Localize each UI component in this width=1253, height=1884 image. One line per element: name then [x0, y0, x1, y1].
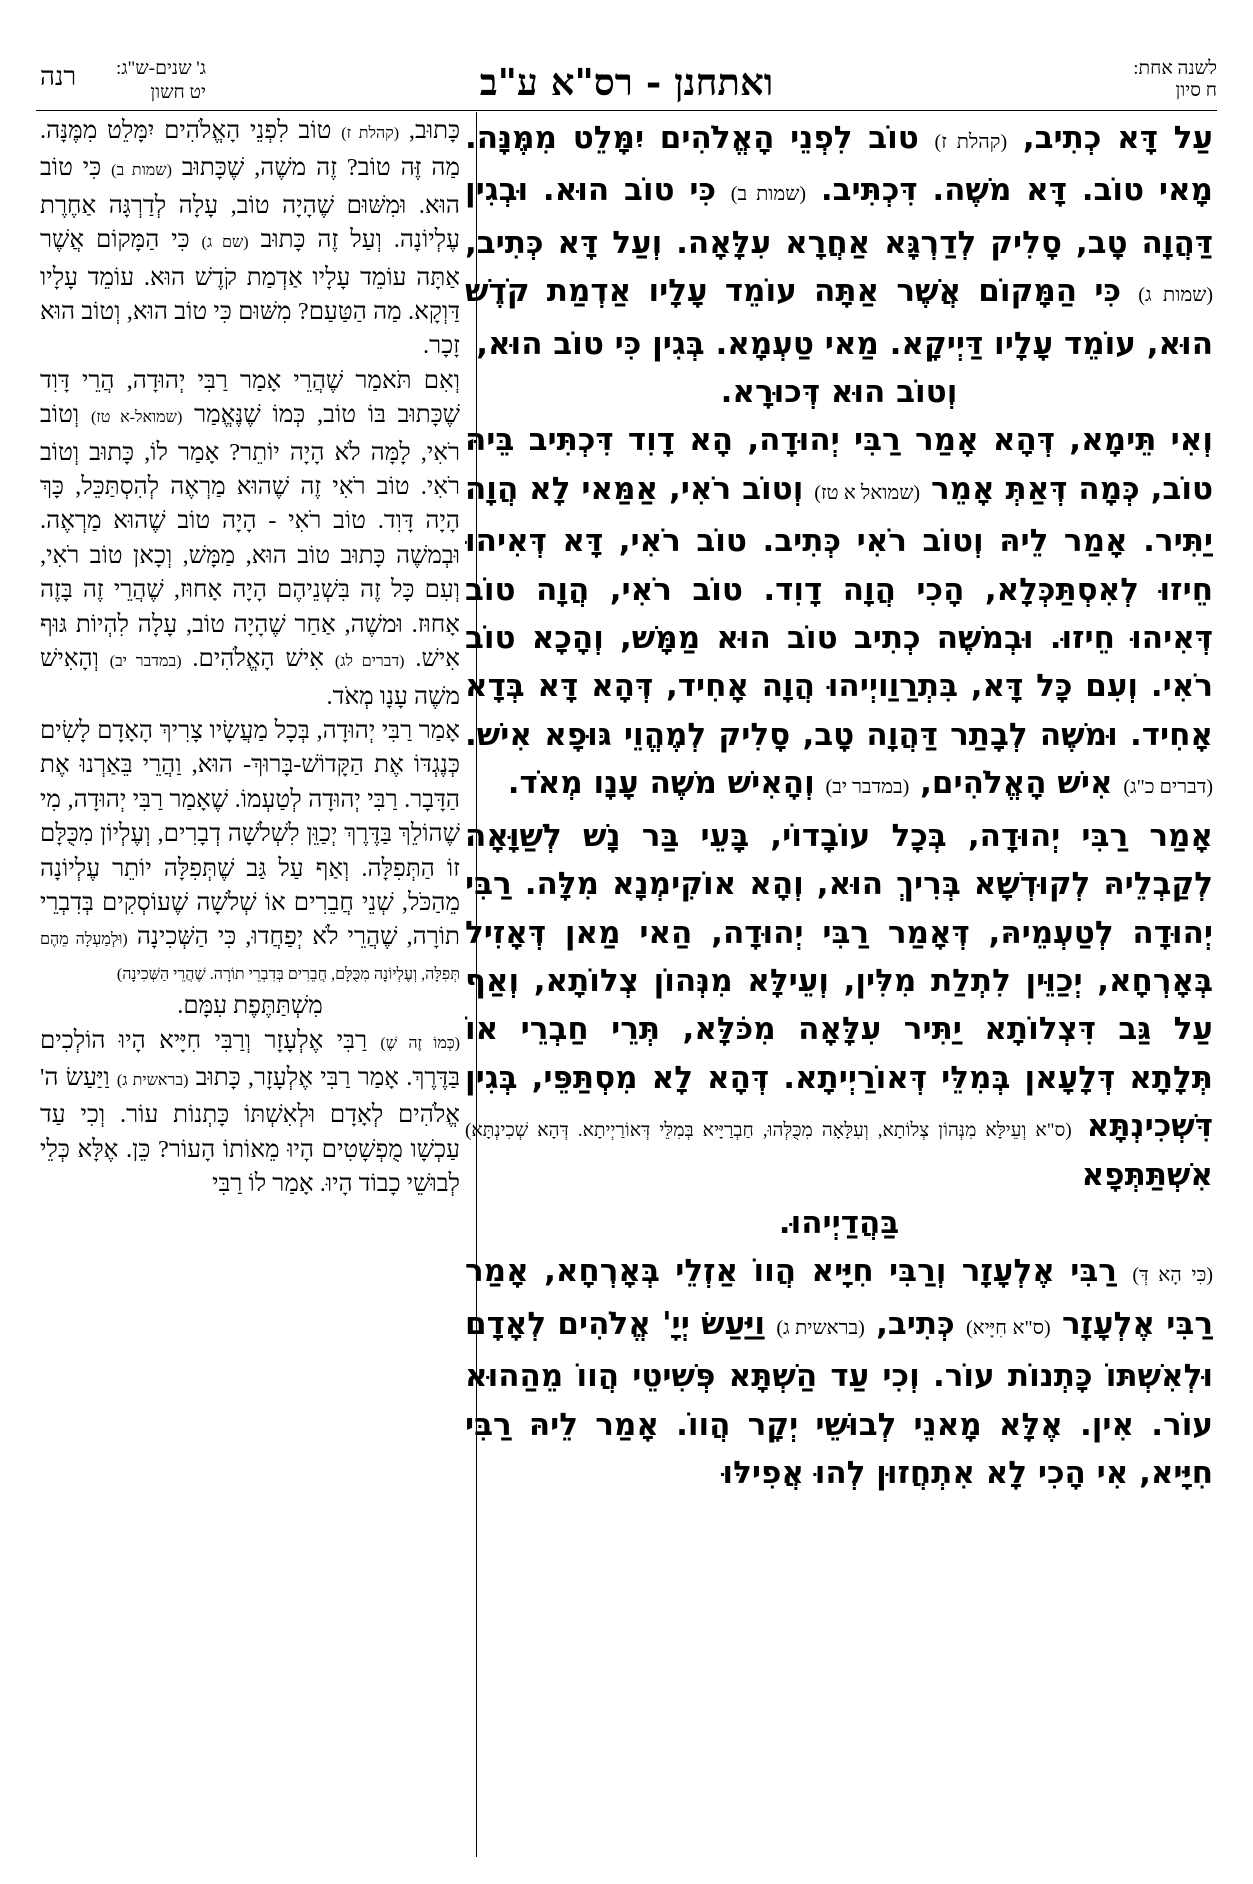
text-segment: מִשְׁתַּתֶּפֶת עִמָּם. — [177, 992, 323, 1020]
citation: (במדבר יב) — [825, 776, 910, 799]
translation-paragraph — [40, 114, 460, 364]
text-segment: וְהָאִישׁ משֶׁה עָנָו מְאֹד. — [507, 765, 815, 802]
schedule-date: ח סיון — [1175, 80, 1217, 101]
main-paragraph-end-line — [465, 1199, 1213, 1247]
text-segment: בַּהֲדַיְיהוּ. — [778, 1204, 900, 1241]
variant-note: (ס"א וְעֵילָּא מִנְּהוֹן צְלוֹתָא, וְעִלָּאָה מִכֻּלְּהוּ, חַבְרַיָּיא בְּמִלֵּי דְּאוֹרַיְיתָא. דְּהָא שְׁכִינְתָּא) — [465, 1120, 1072, 1142]
text-segment: אִשְׁתַּתְּפָא — [1081, 1156, 1213, 1193]
main-paragraph — [465, 1247, 1213, 1497]
text-segment: עַל דָּא כְתִיב, — [1022, 120, 1213, 156]
text-segment: כִּי טוֹב הוּא. וּבְגִין דַּהֲוָה טָב, סָלִיק לְדַרְגָּא אַחֲרָא עִלָּאָה. וְעַל דָּא כְּתִיב, — [465, 172, 1213, 261]
text-segment: וְאִם תֹּאמַר שֶׁהֲרֵי אָמַר רַבִּי יְהוּדָה, הֲרֵי דָּוִד שֶׁכָּתוּב בּוֹ טוֹב, כְּמוֹ שֶׁנֶּאֱמַר — [40, 366, 460, 429]
main-paragraph — [465, 812, 1213, 1199]
citation: (שמות ב) — [730, 183, 807, 206]
page-title: ואתחנן - רס"א ע"ב — [479, 60, 774, 104]
main-paragraph-end-line — [465, 368, 1213, 416]
text-segment: אָמַר רַבִּי יְהוּדָה, בְּכָל עוֹבָדוֹי, בָּעֵי בַּר נָשׁ לְשַׁוָּאָה לְקַבְלֵיהּ לְקוּדְשָׁא בְּרִיךְ הוּא, וְהָא אוֹקִימְנָא מִלָּה. רַבִּי יְהוּדָה לְטַעְמֵיהּ, דְּאָמַר רַבִּי יְהוּדָה, הַאי מַאן דְּאָזִיל בְּאָרְחָא, יְכַוֵּין לִתְלַת מִלִּין, וְעֵילָּא מִנְּהוֹן צְלוֹתָא, וְאַף עַל גַּב דִּצְלוֹתָא יַתִּיר עִלָּאָה מִכֹּלָּא, תְּרֵי חַבְרֵי אוֹ תְּלָתָא דְּלָעָאן בְּמִלֵּי דְּאוֹרַיְיתָא. דְּהָא לָא מִסְתַּפֵּי, בְּגִין דִּשְׁכִינְתָּא — [465, 817, 1213, 1145]
translation-paragraph — [40, 1024, 460, 1202]
main-paragraph — [465, 114, 1213, 368]
text-segment: כָּתוּב, — [408, 117, 460, 144]
text-segment: וַיַּעַשׂ יְיָ' אֱלֹהִים לְאָדָם וּלְאִשְׁתּוֹ כָּתְנוֹת עוֹר. וְכִי עַד הַשְׁתָּא פְּשִׁיטֵי הֲווֹ מֵהַהוּא עוֹר. אִין. אֶלָּא מָאנֵי לְבוּשֵׁי יְקָר הֲווֹ. אָמַר לֵיהּ רַבִּי חִיָּיא, אִי הָכִי לָא אִתְחֲזוּן לְהוּ אֲפִילּוּ — [465, 1305, 1213, 1491]
variant-note: (וּלְמַעְלָה מֵהֶם תְּפִלָּה, וְעֶלְיוֹנָה מִכֻּלָּם, חֲבֵרִים בְּדִבְרֵי תוֹרָה. שֶׁהֲרֵי הַשְּׁכִינָה) — [40, 931, 460, 983]
text-segment: וְהָאִישׁ משֶׁה עָנָו מְאֹד. — [40, 645, 460, 710]
text-segment: אָמַר רַבִּי יְהוּדָה, בְּכָל מַעֲשָׂיו צָרִיךְ הָאָדָם לָשִׂים כְּנֶגְדּוֹ אֶת הַקָּדוֹשׁ-בָּרוּךְ- הוּא, וַהֲרֵי בֵּאַרְנוּ אֶת הַדָּבָר. רַבִּי יְהוּדָה לְטַעְמוֹ. שֶׁאָמַר רַבִּי יְהוּדָה, מִי שֶׁהוֹלֵךְ בַּדֶּרֶךְ יְכַוֵּן לִשְׁלֹשָׁה דְבָרִים, וְעֶלְיוֹן מִכֻּלָּם זוֹ הַתְּפִלָּה. וְאַף עַל גַּב שֶׁתְּפִלָּה יוֹתֵר עֶלְיוֹנָה מֵהַכֹּל, שְׁנֵי חֲבֵרִים אוֹ שְׁלֹשָׁה שֶׁעוֹסְקִים בְּדִבְרֵי תוֹרָה, שֶׁהֲרֵי לֹא יְפַחֲדוּ, כִּי הַשְּׁכִינָה — [40, 716, 460, 951]
citation: (כִּי הָא דְּ) — [1132, 1264, 1213, 1287]
citation: (שמות ג) — [1138, 284, 1213, 307]
schedule-tag: לשנה אחת: — [1133, 58, 1217, 79]
translation-paragraph — [40, 714, 460, 989]
translation-column — [40, 114, 460, 1854]
text-segment: כְּתִיב, — [876, 1305, 955, 1342]
citation: (שמות ב) — [111, 162, 172, 180]
citation: (דברים כ"ג) — [1123, 776, 1213, 799]
citation: (שמואל-א טז) — [90, 409, 183, 427]
citation: (קהלת ז) — [934, 131, 1008, 153]
text-segment: וְטוֹב רֹאִי, אַמַּאי לָא הֲוָה יַתִּיר. אָמַר לֵיהּ וְטוֹב רֹאִי כְּתִיב. טוֹב רֹאִי, דָּא דְּאִיהוּ חֵיזוּ לְאִסְתַּכְּלָא, הָכִי הֲוָה דָוִד. טוֹב רֹאִי, הֲוָה טוֹב דְּאִיהוּ חֵיזוּ. וּבְמשֶׁה כְתִיב טוֹב הוּא מַמָּשׁ, וְהָכָא טוֹב רֹאִי. וְעִם כָּל דָּא, בִּתְרַוַויְיהוּ הֲוָה אָחִיד, דְּהָא דָּא בְּדָא אָחִיד. וּמשֶׁה לְבָתַר דַּהֲוָה טָב, סָלִיק לְמֶהֱוֵי גּוּפָא אִישׁ. — [465, 470, 1213, 753]
translation-paragraph — [40, 364, 460, 714]
text-segment: כִּי הַמָּקוֹם אֲשֶׁר אַתָּה עוֹמֵד עָלָיו אַדְמַת קֹדֶשׁ הוּא, עוֹמֵד עָלָיו דַּיְיקָא. מַאי טַעְמָא. בְּגִין כִּי טוֹב הוּא, — [465, 273, 1213, 362]
main-paragraph — [465, 416, 1213, 811]
citation: (במדבר יב) — [109, 653, 182, 671]
text-segment: וְטוֹב הוּא דְּכוּרָא. — [720, 374, 958, 411]
citation: (ס"א חִיָּיא) — [965, 1316, 1051, 1339]
citation: (דברים לג) — [334, 653, 405, 671]
text-segment: רַבִּי אֶלְעָזָר וְרַבִּי חִיָּיא הָיוּ הוֹלְכִים בַּדֶּרֶךְ. אָמַר רַבִּי אֶלְעָזָר, כָּתוּב — [40, 1026, 460, 1091]
citation: (כְּמוֹ זֶה שֶׁ) — [380, 1034, 460, 1052]
text-segment: אִישׁ הָאֱלֹהִים, — [920, 765, 1113, 802]
citation: (בראשית ג) — [116, 1071, 189, 1089]
citation: (שם ג) — [201, 234, 249, 252]
schedule-tag: ג' שנים-ש"ג: — [116, 58, 206, 79]
text-segment: רַבִּי אֶלְעָזָר וְרַבִּי חִיָּיא הֲווֹ אַזְלֵי בְּאָרְחָא, אָמַר רַבִּי אֶלְעָזָר — [465, 1253, 1213, 1342]
text-segment: כִּי הַמָּקוֹם אֲשֶׁר אַתָּה עוֹמֵד עָלָיו אַדְמַת קֹדֶשׁ הוּא. עוֹמֵד עָלָיו דַּוְקָא. מַה הַטַּעַם? מִשּׁוּם כִּי טוֹב הוּא, וְטוֹב הוּא זָכָר. — [40, 226, 460, 360]
citation: (שמואל א טז) — [814, 481, 921, 504]
page-number: רנה — [40, 62, 77, 91]
text-segment: טוֹב לִפְנֵי הָאֱלֹהִים יִמָּלֵט מִמֶּנָּה. מַה זֶּה טוֹב? זֶה משֶׁה, שֶׁכָּתוּב — [40, 117, 460, 182]
text-segment: וַיַּעַשׂ ה' אֱלֹהִים לְאָדָם וּלְאִשְׁתּוֹ כָּתְנוֹת עוֹר. וְכִי עַד עַכְשָׁו מֻפְשָׁטִים הָיוּ מֵאוֹתוֹ הָעוֹר? כֵּן. אֶלָּא כְּלֵי לְבוּשֵׁי כָבוֹד הָיוּ. אָמַר לוֹ רַבִּי — [40, 1063, 460, 1198]
text-segment: טוֹב לִפְנֵי הָאֱלֹהִים יִמָּלֵט מִמֶּנָּה. מָאי טוֹב. דָּא משֶׁה. דִּכְתִּיב. — [465, 120, 1213, 209]
schedule-date: יט חשון — [150, 82, 206, 103]
text-segment: וְטוֹב רֹאִי, לָמָּה לֹא הָיָה יוֹתֵר? אָמַר לוֹ, כָּתוּב וְטוֹב רֹאִי. טוֹב רֹאִי זֶה שֶׁהוּא מַרְאֶה לְהִסְתַּכֵּל, כָּךְ הָיָה דָּוִד. טוֹב רֹאִי - הָיָה טוֹב שֶׁהוּא מַרְאֶה. וּבְמשֶׁה כָּתוּב טוֹב הוּא, מַמָּשׁ, וְכָאן טוֹב רֹאִי, וְעִם כָּל זֶה בִּשְׁנֵיהֶם הָיָה אָחוּז, שֶׁהֲרֵי זֶה בָּזֶה אָחוּז. וּמשֶׁה, אַחַר שֶׁהָיָה טוֹב, עָלָה לִהְיוֹת גּוּף אִישׁ. — [40, 401, 460, 673]
main-text-column — [465, 114, 1213, 1854]
text-segment: כִּי טוֹב הוּא. וּמִשּׁוּם שֶׁהָיָה טוֹב, עָלָה לְדַרְגָּה אַחֶרֶת עֶלְיוֹנָה. וְעַל זֶה כָּתוּב — [40, 154, 460, 254]
translation-paragraph-end-line — [40, 989, 460, 1023]
citation: (קהלת ז) — [341, 125, 400, 142]
text-segment: וְאִי תֵּימָא, דְּהָא אָמַר רַבִּי יְהוּדָה, הָא דָוִד דִּכְתִּיב בֵּיהּ טוֹב, כְּמָה דְּאַתְּ אָמֵר — [465, 422, 1213, 507]
page-header — [36, 58, 1217, 112]
text-segment: אִישׁ הָאֱלֹהִים. — [192, 645, 324, 673]
header-divider — [36, 110, 1217, 111]
citation: (בראשית ג) — [776, 1316, 865, 1339]
